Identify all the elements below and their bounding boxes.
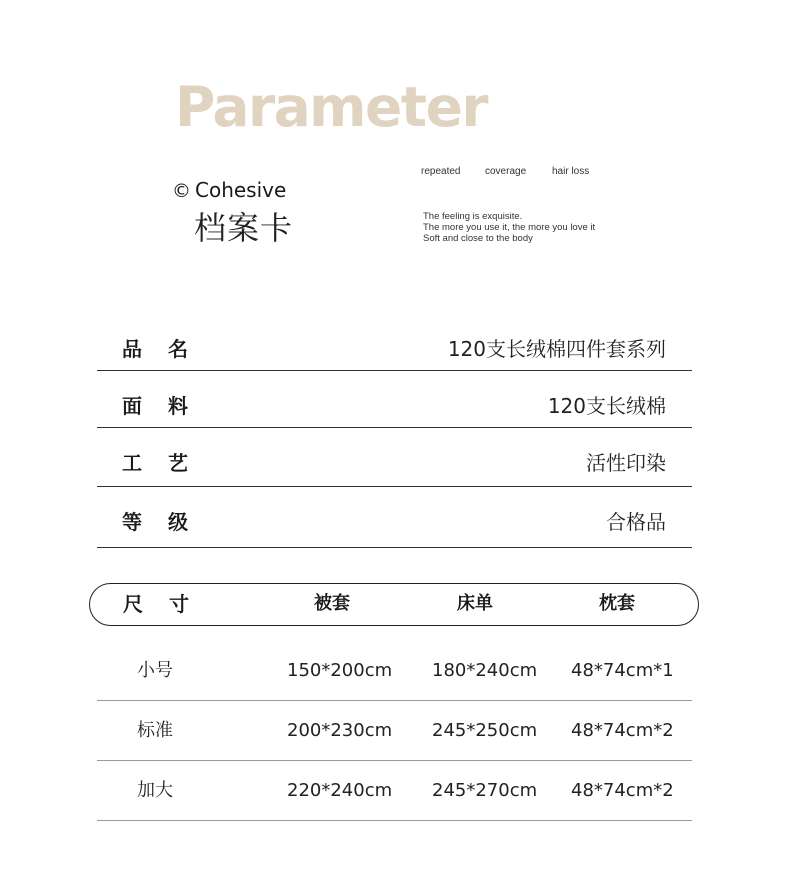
tag-repeated: repeated	[421, 166, 461, 177]
parameter-title: Parameter	[175, 75, 488, 139]
param-label: 工艺	[122, 451, 214, 475]
param-row-grade	[97, 486, 692, 548]
param-label: 面料	[122, 394, 214, 418]
pillow-size: 48*74cm*2	[571, 720, 674, 741]
table-row	[97, 640, 692, 701]
sheet-size: 245*270cm	[432, 780, 538, 801]
description-line: The more you use it, the more you love it	[423, 222, 596, 233]
tag-hair-loss: hair loss	[552, 166, 590, 177]
param-value: 合格品	[606, 510, 666, 534]
param-label: 等级	[122, 510, 214, 534]
tag-coverage: coverage	[485, 166, 527, 177]
size-name: 标准	[137, 720, 173, 741]
description-line: The feeling is exquisite.	[423, 211, 523, 222]
header-sheet: 床单	[457, 593, 493, 614]
description	[423, 211, 595, 244]
param-row-craft	[97, 427, 692, 487]
param-row-name	[97, 332, 692, 371]
header-duvet: 被套	[314, 593, 350, 614]
header-size: 尺寸	[123, 592, 215, 616]
pillow-size: 48*74cm*1	[571, 660, 674, 681]
param-value: 活性印染	[586, 451, 666, 475]
size-table-header	[89, 583, 699, 626]
brand-logo	[172, 180, 286, 201]
card-title: 档案卡	[194, 209, 294, 247]
duvet-size: 150*200cm	[287, 660, 393, 681]
duvet-size: 200*230cm	[287, 720, 393, 741]
param-value: 120支长绒棉四件套系列	[447, 337, 666, 361]
table-row	[97, 760, 692, 821]
param-value: 120支长绒棉	[547, 394, 666, 418]
size-name: 加大	[137, 780, 173, 801]
param-label: 品名	[122, 337, 214, 361]
copyright-icon: ©	[172, 180, 191, 202]
brand-name: Cohesive	[195, 178, 287, 202]
size-name: 小号	[137, 660, 173, 681]
description-line: Soft and close to the body	[423, 233, 533, 244]
sheet-size: 245*250cm	[432, 720, 538, 741]
duvet-size: 220*240cm	[287, 780, 393, 801]
sheet-size: 180*240cm	[432, 660, 538, 681]
header-pillow: 枕套	[599, 593, 635, 614]
pillow-size: 48*74cm*2	[571, 780, 674, 801]
table-row	[97, 700, 692, 761]
param-row-fabric	[97, 370, 692, 428]
